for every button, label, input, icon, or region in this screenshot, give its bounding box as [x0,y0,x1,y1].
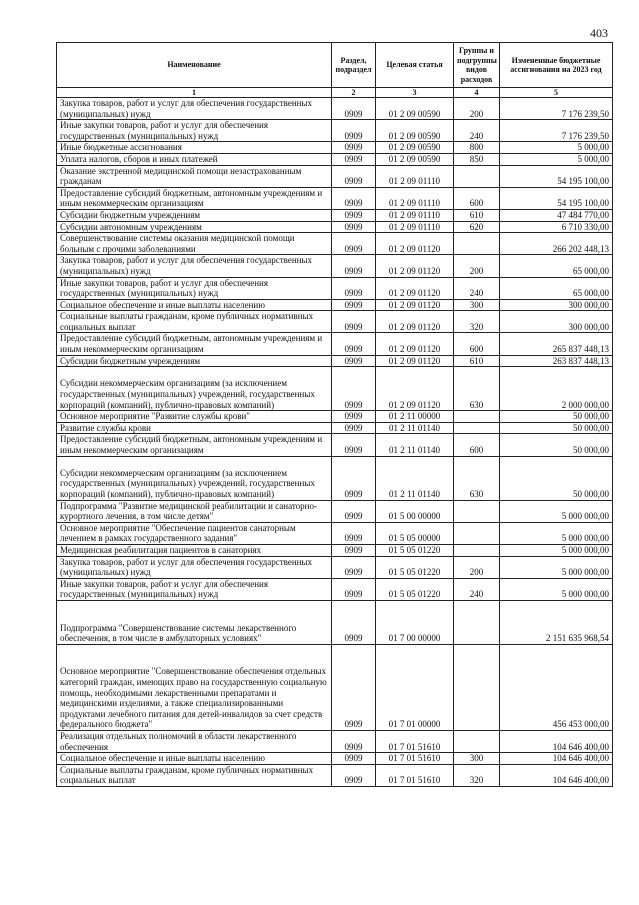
row-article-cell: 01 7 01 51610 [376,764,454,786]
table-row [57,434,613,456]
header-number: 2 [332,88,376,98]
row-section-cell: 0909 [332,578,376,600]
row-article-cell: 01 2 09 01120 [376,311,454,333]
row-group-cell: 240 [454,277,500,299]
row-section-cell: 0909 [332,209,376,221]
table-body [57,98,613,787]
row-article-cell: 01 2 09 01110 [376,209,454,221]
row-group-cell [454,730,500,752]
row-name-cell: Предоставление субсидий бюджетным, автономным учреждениям и иным некоммерческим организациям [57,187,332,209]
row-name-cell: Основное мероприятие "Обеспечение пациентов санаторным лечением в рамках государственного задания" [57,522,332,544]
row-group-cell: 200 [454,98,500,120]
row-section-cell: 0909 [332,753,376,765]
row-amount-cell: 5 000,00 [500,153,613,165]
row-group-cell [454,600,500,644]
row-name-cell: Основное мероприятие "Развитие службы крови" [57,411,332,423]
row-article-cell: 01 2 11 01140 [376,456,454,500]
row-article-cell: 01 2 09 01120 [376,355,454,367]
row-section-cell: 0909 [332,355,376,367]
row-article-cell: 01 2 09 00590 [376,153,454,165]
row-group-cell: 610 [454,209,500,221]
row-amount-cell: 5 000 000,00 [500,500,613,522]
row-group-cell: 600 [454,333,500,355]
row-section-cell: 0909 [332,333,376,355]
header-name: Наименование [57,43,332,88]
table-row [57,764,613,786]
row-article-cell: 01 2 09 01120 [376,277,454,299]
row-section-cell: 0909 [332,98,376,120]
row-group-cell: 320 [454,764,500,786]
row-section-cell: 0909 [332,221,376,233]
row-name-cell: Реализация отдельных полномочий в области лекарственного обеспечения [57,730,332,752]
row-amount-cell: 5 000 000,00 [500,578,613,600]
header-amount: Измененные бюджетные ассигнования на 2023 год [500,43,613,88]
row-section-cell: 0909 [332,456,376,500]
row-article-cell: 01 7 01 00000 [376,644,454,730]
table-row [57,153,613,165]
row-name-cell: Субсидии некоммерческим организациям (за исключением государственных (муниципальных) учреждений, государственных корпораций (компаний), публично-правовых компаний) [57,367,332,411]
row-name-cell: Основное мероприятие "Совершенствование обеспечения отдельных категорий граждан, имеющих право на государственную социальную помощь, необходимыми лекарственными препаратами и медицинскими изделиями, а также специализированными продуктами лечебного питания для детей-инвалидов за счет средств федерального бюджета" [57,644,332,730]
row-group-cell [454,233,500,255]
table-row [57,456,613,500]
table-row [57,556,613,578]
table-row [57,422,613,434]
table-row [57,277,613,299]
row-name-cell: Иные закупки товаров, работ и услуг для обеспечения государственных (муниципальных) нужд [57,277,332,299]
table-row [57,221,613,233]
row-amount-cell: 2 000 000,00 [500,367,613,411]
row-group-cell: 240 [454,120,500,142]
row-group-cell: 600 [454,434,500,456]
row-amount-cell: 54 195 100,00 [500,187,613,209]
row-group-cell: 620 [454,221,500,233]
table-row [57,367,613,411]
row-article-cell: 01 2 09 00590 [376,98,454,120]
row-group-cell: 800 [454,142,500,154]
row-amount-cell: 65 000,00 [500,255,613,277]
row-name-cell: Субсидии бюджетным учреждениям [57,209,332,221]
row-article-cell: 01 2 09 01120 [376,255,454,277]
row-name-cell: Закупка товаров, работ и услуг для обеспечения государственных (муниципальных) нужд [57,556,332,578]
row-amount-cell: 104 646 400,00 [500,730,613,752]
row-amount-cell: 65 000,00 [500,277,613,299]
row-article-cell: 01 2 09 00590 [376,142,454,154]
row-group-cell [454,545,500,557]
row-section-cell: 0909 [332,142,376,154]
row-section-cell: 0909 [332,120,376,142]
row-article-cell: 01 2 09 01120 [376,299,454,311]
table-row [57,209,613,221]
row-name-cell: Социальные выплаты гражданам, кроме публичных нормативных социальных выплат [57,764,332,786]
row-section-cell: 0909 [332,153,376,165]
header-number: 1 [57,88,332,98]
row-article-cell: 01 2 09 01120 [376,333,454,355]
row-section-cell: 0909 [332,500,376,522]
row-name-cell: Предоставление субсидий бюджетным, автономным учреждениям и иным некоммерческим организациям [57,434,332,456]
row-amount-cell: 104 646 400,00 [500,753,613,765]
budget-table [56,42,613,787]
table-row [57,730,613,752]
row-group-cell [454,500,500,522]
row-name-cell: Совершенствование системы оказания медицинской помощи больным с прочими заболеваниями [57,233,332,255]
table-row [57,545,613,557]
header-group: Группы и подгруппы видов расходов [454,43,500,88]
row-group-cell: 200 [454,255,500,277]
row-amount-cell: 2 151 635 968,54 [500,600,613,644]
row-group-cell: 850 [454,153,500,165]
row-amount-cell: 263 837 448,13 [500,355,613,367]
row-amount-cell: 5 000 000,00 [500,545,613,557]
table-row [57,644,613,730]
row-group-cell [454,644,500,730]
row-section-cell: 0909 [332,764,376,786]
row-article-cell: 01 5 05 01220 [376,578,454,600]
row-section-cell: 0909 [332,411,376,423]
row-section-cell: 0909 [332,600,376,644]
row-article-cell: 01 2 11 01140 [376,422,454,434]
row-section-cell: 0909 [332,277,376,299]
table-row [57,753,613,765]
table-row [57,578,613,600]
header-section: Раздел, подраздел [332,43,376,88]
row-group-cell: 200 [454,556,500,578]
row-group-cell: 630 [454,456,500,500]
row-group-cell: 240 [454,578,500,600]
row-amount-cell: 104 646 400,00 [500,764,613,786]
row-name-cell: Социальное обеспечение и иные выплаты населению [57,753,332,765]
row-amount-cell: 50 000,00 [500,422,613,434]
row-section-cell: 0909 [332,367,376,411]
row-amount-cell: 50 000,00 [500,434,613,456]
row-section-cell: 0909 [332,545,376,557]
table-row [57,500,613,522]
table-row [57,600,613,644]
table-row [57,522,613,544]
header-article: Целевая статья [376,43,454,88]
row-group-cell: 300 [454,753,500,765]
table-row [57,355,613,367]
table-row [57,98,613,120]
table-row [57,120,613,142]
row-name-cell: Социальное обеспечение и иные выплаты населению [57,299,332,311]
row-amount-cell: 54 195 100,00 [500,165,613,187]
header-number: 4 [454,88,500,98]
row-article-cell: 01 5 05 00000 [376,522,454,544]
row-section-cell: 0909 [332,255,376,277]
table-row [57,187,613,209]
row-group-cell: 320 [454,311,500,333]
table-row [57,311,613,333]
row-name-cell: Субсидии автономным учреждениям [57,221,332,233]
row-name-cell: Субсидии бюджетным учреждениям [57,355,332,367]
page-number: 403 [590,26,608,40]
row-name-cell: Закупка товаров, работ и услуг для обеспечения государственных (муниципальных) нужд [57,255,332,277]
table-row [57,255,613,277]
row-amount-cell: 5 000 000,00 [500,522,613,544]
row-article-cell: 01 5 05 01220 [376,556,454,578]
row-amount-cell: 50 000,00 [500,456,613,500]
row-amount-cell: 50 000,00 [500,411,613,423]
row-article-cell: 01 7 00 00000 [376,600,454,644]
row-article-cell: 01 2 09 01110 [376,187,454,209]
row-group-cell [454,411,500,423]
row-name-cell: Иные бюджетные ассигнования [57,142,332,154]
row-amount-cell: 7 176 239,50 [500,120,613,142]
row-name-cell: Подпрограмма "Совершенствование системы лекарственного обеспечения, в том числе в амбулаторных условиях" [57,600,332,644]
row-name-cell: Медицинская реабилитация пациентов в санаториях [57,545,332,557]
row-name-cell: Иные закупки товаров, работ и услуг для обеспечения государственных (муниципальных) нужд [57,120,332,142]
row-section-cell: 0909 [332,311,376,333]
row-group-cell: 300 [454,299,500,311]
row-group-cell [454,422,500,434]
row-section-cell: 0909 [332,434,376,456]
row-section-cell: 0909 [332,233,376,255]
row-section-cell: 0909 [332,730,376,752]
row-amount-cell: 300 000,00 [500,299,613,311]
table-row [57,299,613,311]
row-amount-cell: 265 837 448,13 [500,333,613,355]
row-group-cell: 600 [454,187,500,209]
row-section-cell: 0909 [332,422,376,434]
row-article-cell: 01 5 05 01220 [376,545,454,557]
row-name-cell: Закупка товаров, работ и услуг для обеспечения государственных (муниципальных) нужд [57,98,332,120]
row-group-cell: 610 [454,355,500,367]
row-article-cell: 01 2 09 00590 [376,120,454,142]
row-amount-cell: 7 176 239,50 [500,98,613,120]
header-row [57,43,613,88]
row-article-cell: 01 2 11 01140 [376,434,454,456]
table-row [57,233,613,255]
header-number-row [57,88,613,98]
row-name-cell: Подпрограмма "Развитие медицинской реабилитации и санаторно-курортного лечения, в том числе детям" [57,500,332,522]
row-amount-cell: 5 000,00 [500,142,613,154]
row-group-cell [454,522,500,544]
row-section-cell: 0909 [332,165,376,187]
table-row [57,411,613,423]
row-article-cell: 01 2 09 01120 [376,233,454,255]
row-amount-cell: 456 453 000,00 [500,644,613,730]
header-number: 3 [376,88,454,98]
row-article-cell: 01 2 09 01110 [376,221,454,233]
row-section-cell: 0909 [332,556,376,578]
row-amount-cell: 6 710 330,00 [500,221,613,233]
header-number: 5 [500,88,613,98]
row-group-cell [454,165,500,187]
table-row [57,165,613,187]
row-amount-cell: 300 000,00 [500,311,613,333]
row-section-cell: 0909 [332,187,376,209]
row-name-cell: Предоставление субсидий бюджетным, автономным учреждениям и иным некоммерческим организациям [57,333,332,355]
row-article-cell: 01 2 11 00000 [376,411,454,423]
row-name-cell: Социальные выплаты гражданам, кроме публичных нормативных социальных выплат [57,311,332,333]
row-article-cell: 01 5 00 00000 [376,500,454,522]
table-row [57,142,613,154]
row-amount-cell: 5 000 000,00 [500,556,613,578]
row-article-cell: 01 2 09 01120 [376,367,454,411]
row-amount-cell: 47 484 770,00 [500,209,613,221]
row-section-cell: 0909 [332,299,376,311]
row-group-cell: 630 [454,367,500,411]
row-section-cell: 0909 [332,644,376,730]
row-article-cell: 01 7 01 51610 [376,753,454,765]
row-amount-cell: 266 202 448,13 [500,233,613,255]
row-name-cell: Оказание экстренной медицинской помощи незастрахованным гражданам [57,165,332,187]
row-article-cell: 01 7 01 51610 [376,730,454,752]
row-name-cell: Развитие службы крови [57,422,332,434]
table-row [57,333,613,355]
row-name-cell: Уплата налогов, сборов и иных платежей [57,153,332,165]
row-name-cell: Субсидии некоммерческим организациям (за исключением государственных (муниципальных) учреждений, государственных корпораций (компаний), публично-правовых компаний) [57,456,332,500]
row-article-cell: 01 2 09 01110 [376,165,454,187]
row-section-cell: 0909 [332,522,376,544]
row-name-cell: Иные закупки товаров, работ и услуг для обеспечения государственных (муниципальных) нужд [57,578,332,600]
